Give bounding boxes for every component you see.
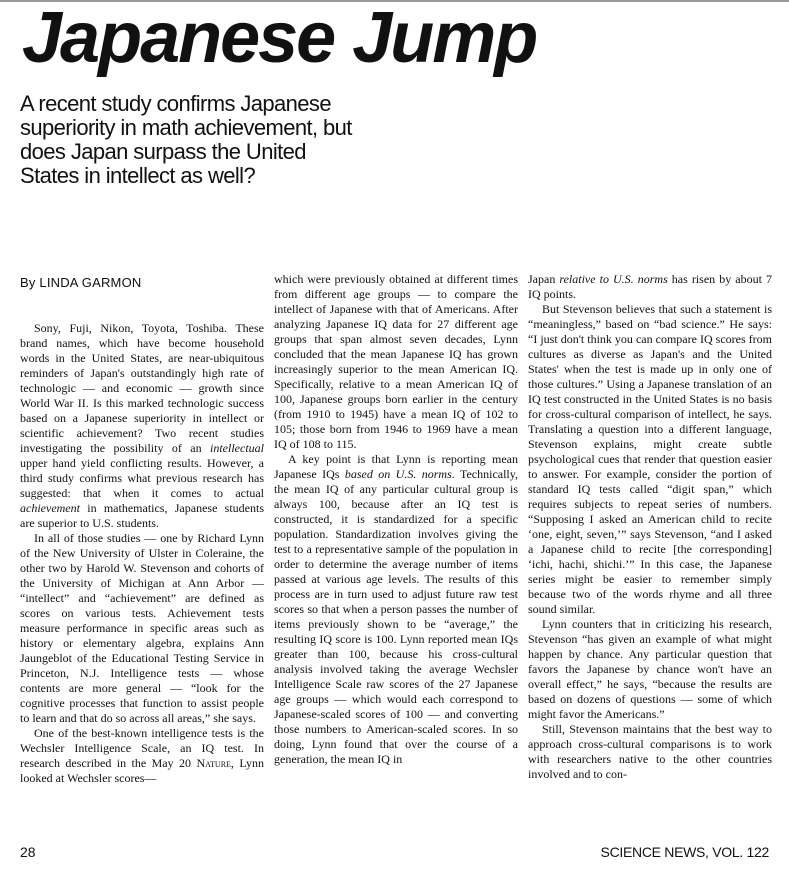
paragraph: Still, Stevenson maintains that the best way to approach cross-cultural comparisons is to work with researchers native to the other countries involved and to con- [528, 722, 772, 781]
page-number: 28 [20, 844, 36, 860]
column-1 [20, 272, 264, 786]
article-title: Japanese Jump [22, 0, 537, 78]
deck-line: A recent study confirms Japanese [20, 91, 331, 116]
paragraph: But Stevenson believes that such a statement is “meaningless,” based on “bad science.” He says: “I just don't think you can compare IQ scores from cultures as diverse as Japan's and the United States' when the test is made up in only one of those cultures.” Using a Japanese translation of an IQ test constructed in the United States is no basis for cross-cultural comparison of intellect, he says. Translating a question into a different language, Stevenson explains, might create subtle psychological cues that render that question easier to answer. For example, consider the portion of standard IQ tests called “digit span,” which requires subjects to repeat series of numbers. “Supposing I asked an American child to recite ‘one, eight, seven,’” says Stevenson, “and I asked a Japanese child to recite [the corresponding] ‘ichi, hachi, shichi.’” In this case, the Japanese series might be easier to remember simply because two of the words rhyme and all three sound similar. [528, 302, 772, 616]
deck-line: States in intellect as well? [20, 163, 256, 188]
paragraph: which were previously obtained at different times from different age groups — to compare the intellect of Japanese with that of Americans. After analyzing Japanese IQ data for 27 different age groups that span almost seven decades, Lynn concluded that the mean Japanese IQ has grown increasingly superior to the mean American IQ. Specifically, relative to a mean American IQ of 100, Japanese groups born earlier in the century (from 1910 to 1945) have a mean IQ of 102 to 105; those born from 1946 to 1969 have a mean IQ of 108 to 115. [274, 272, 518, 451]
byline: By LINDA GARMON [20, 275, 142, 290]
article-deck [20, 92, 400, 188]
paragraph: Lynn counters that in criticizing his research, Stevenson “has given an example of what might happen by chance. Any particular question that favors the Japanese by chance won't have an overall effect,” he says, “because the results are based on dozens of questions — some of which might favor the Americans.” [528, 617, 772, 721]
deck-line: does Japan surpass the United [20, 139, 306, 164]
paragraph: A key point is that Lynn is reporting mean Japanese IQs based on U.S. norms. Technically, the mean IQ of any particular cultural group is always 100, because after an IQ test is constructed, it is standardized for a specific population. Standardization involves giving the test to a representative sample of the population in order to determine the average number of items passed at various age levels. The results of this process are in turn used to adjust future raw test scores so that when a person passes the number of items previously shown to be “average,” the resulting IQ score is 100. Lynn reported mean IQs greater than 100, because his cross-cultural analysis involved taking the average Wechsler Intelligence Scale raw scores of the 27 Japanese age groups — which would each correspond to Japanese-scaled scores of 100 — and converting those numbers to American-scaled scores. In so doing, Lynn found that over the course of a generation, the mean IQ in [274, 452, 518, 766]
paragraph: In all of those studies — one by Richard Lynn of the New University of Ulster in Coleraine, the other two by Harold W. Stevenson and cohorts of the University of Michigan at Ann Arbor — “intellect” and “achievement” are defined as scores on various tests. Achievement tests measure performance in specific areas such as history or elementary algebra, explains Ann Jaungeblot of the Educational Testing Service in Princeton, N.J. Intelligence tests — whose contents are more general — “look for the cognitive processes that function to assist people to learn and that do so across all areas,” she says. [20, 531, 264, 725]
column-3 [528, 272, 772, 782]
publication-folio: SCIENCE NEWS, VOL. 122 [600, 844, 769, 860]
paragraph: One of the best-known intelligence tests is the Wechsler Intelligence Scale, an IQ test. In research described in the May 20 Nature, Lynn looked at Wechsler scores— [20, 726, 265, 785]
paragraph: Japan relative to U.S. norms has risen by about 7 IQ points. [528, 272, 772, 301]
deck-line: superiority in math achievement, but [20, 115, 352, 140]
paragraph: Sony, Fuji, Nikon, Toyota, Toshiba. These brand names, which have become household words in the United States, are near-ubiquitous reminders of Japan's outstandingly high rate of technologic — and economic — growth since World War II. Is this marked technologic success based on a Japanese superiority in intellect or scientific achievement? Two recent studies investigating the possibility of an intellectual upper hand yield conflicting results. However, a third study confirms what previous research has suggested: that when it comes to actual achievement in mathematics, Japanese students are superior to U.S. students. [20, 321, 264, 530]
column-2 [274, 272, 518, 767]
